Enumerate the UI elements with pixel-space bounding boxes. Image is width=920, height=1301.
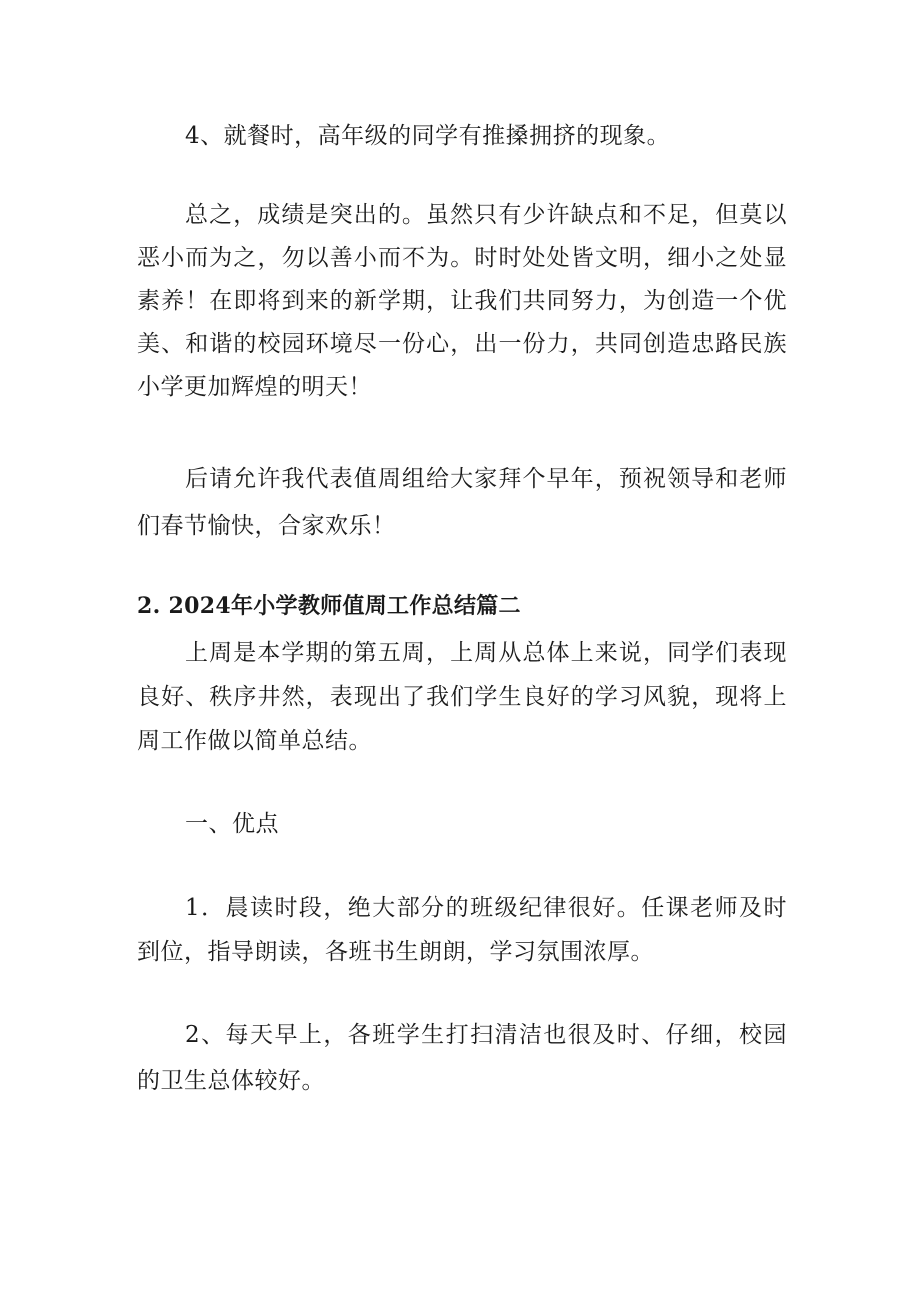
paragraph-new-year-greeting: 后请允许我代表值周组给大家拜个早年，预祝领导和老师们春节愉快，合家欢乐！ [137,466,787,539]
paragraph-morning-reading: 1．晨读时段，绝大部分的班级纪律很好。任课老师及时到位，指导朗读，各班书生朗朗，学习氛围浓厚。 [137,895,787,965]
subheading-strengths: 一、优点 [185,811,279,837]
paragraph-dining-issue: 4、就餐时，高年级的同学有推搡拥挤的现象。 [185,123,671,149]
paragraph-week-overview: 上周是本学期的第五周，上周从总体上来说，同学们表现良好、秩序井然，表现出了我们学生良好的学习风貌，现将上周工作做以简单总结。 [137,640,787,754]
paragraph-morning-cleaning: 2、每天早上，各班学生打扫清洁也很及时、仔细，校园的卫生总体较好。 [137,1022,787,1094]
section-heading: 2. 2024年小学教师值周工作总结篇二 [137,593,521,619]
paragraph-summary: 总之，成绩是突出的。虽然只有少许缺点和不足，但莫以恶小而为之，勿以善小而不为。时时处处皆文明，细小之处显素养！在即将到来的新学期，让我们共同努力，为创造一个优美、和谐的校园环境尽一份心，出一份力，共同创造忠路民族小学更加辉煌的明天！ [137,202,787,400]
